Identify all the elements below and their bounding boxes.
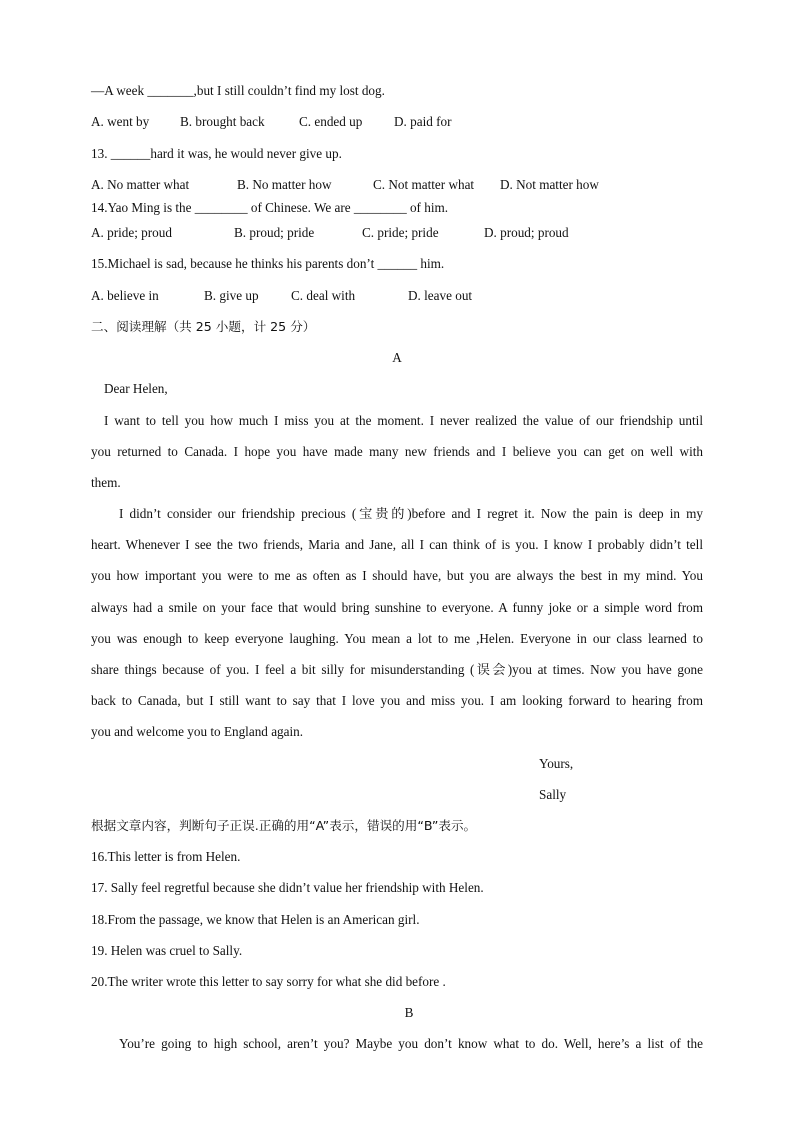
q12-option-d: D. paid for [394,114,452,129]
letter-line-10: back to Canada, but I still want to say that I love you and miss you. I am looking forward to hearing from [91,693,703,708]
q15-option-d: D. leave out [408,288,473,303]
letter-line-11: you and welcome you to England again. [91,724,304,739]
letter-line-9: share things because of you. I feel a bit silly for misunderstanding (误会)you at times. Now you have gone [91,662,703,677]
q15-option-b: B. give up [204,288,259,303]
letter-line-4: I didn’t consider our friendship precious (宝贵的)before and I regret it. Now the pain is deep in my [119,506,703,521]
question-18: 18.From the passage, we know that Helen is an American girl. [91,912,420,927]
q14-option-c: C. pride; pride [362,225,439,240]
question-19: 19. Helen was cruel to Sally. [91,943,243,958]
letter-line-3: them. [91,475,121,490]
q12-answer-line: —A week _______,but I still couldn’t find my lost dog. [91,83,385,98]
q14-option-d: D. proud; proud [484,225,569,240]
q13-option-d: D. Not matter how [500,177,599,192]
letter-line-6: you how important you were to me as often as I should have, but you are always the best in my mind. You [91,568,703,583]
letter-greeting: Dear Helen, [104,381,168,396]
judgment-instruction: 根据文章内容，判断句子正误.正确的用“A”表示，错误的用“B”表示。 [91,818,477,833]
passage-b-label: B [404,1005,414,1020]
passage-b-line-1: You’re going to high school, aren’t you? Maybe you don’t know what to do. Well, here’s a list of the [119,1036,703,1051]
q12-option-a: A. went by [91,114,150,129]
q12-option-b: B. brought back [180,114,265,129]
letter-line-7: always had a smile on your face that would bring sunshine to everyone. A funny joke or a simple word from [91,600,703,615]
q12-option-c: C. ended up [299,114,363,129]
q15-stem: 15.Michael is sad, because he thinks his parents don’t ______ him. [91,256,445,271]
q13-option-a: A. No matter what [91,177,190,192]
section-heading: 二、阅读理解（共 25 小题，计 25 分） [91,319,316,334]
letter-signature: Sally [539,787,567,802]
letter-line-5: heart. Whenever I see the two friends, Maria and Jane, all I can think of is you. I know I probably didn’t tell [91,537,703,552]
q14-option-b: B. proud; pride [234,225,315,240]
letter-line-2: you returned to Canada. I hope you have made many new friends and I believe you can get on well with [91,444,703,459]
letter-line-8: you was enough to keep everyone laughing. You mean a lot to me ,Helen. Everyone in our class learned to [91,631,703,646]
question-20: 20.The writer wrote this letter to say sorry for what she did before . [91,974,446,989]
q15-option-c: C. deal with [291,288,356,303]
q13-option-b: B. No matter how [237,177,332,192]
question-16: 16.This letter is from Helen. [91,849,241,864]
q13-option-c: C. Not matter what [373,177,475,192]
passage-a-label: A [392,350,402,365]
question-17: 17. Sally feel regretful because she didn’t value her friendship with Helen. [91,880,484,895]
q13-stem: 13. ______hard it was, he would never give up. [91,146,342,161]
q14-stem: 14.Yao Ming is the ________ of Chinese. We are ________ of him. [91,200,449,215]
letter-line-1: I want to tell you how much I miss you at the moment. I never realized the value of our friendship until [104,413,703,428]
letter-closing: Yours, [539,756,574,771]
q14-option-a: A. pride; proud [91,225,172,240]
q15-option-a: A. believe in [91,288,159,303]
